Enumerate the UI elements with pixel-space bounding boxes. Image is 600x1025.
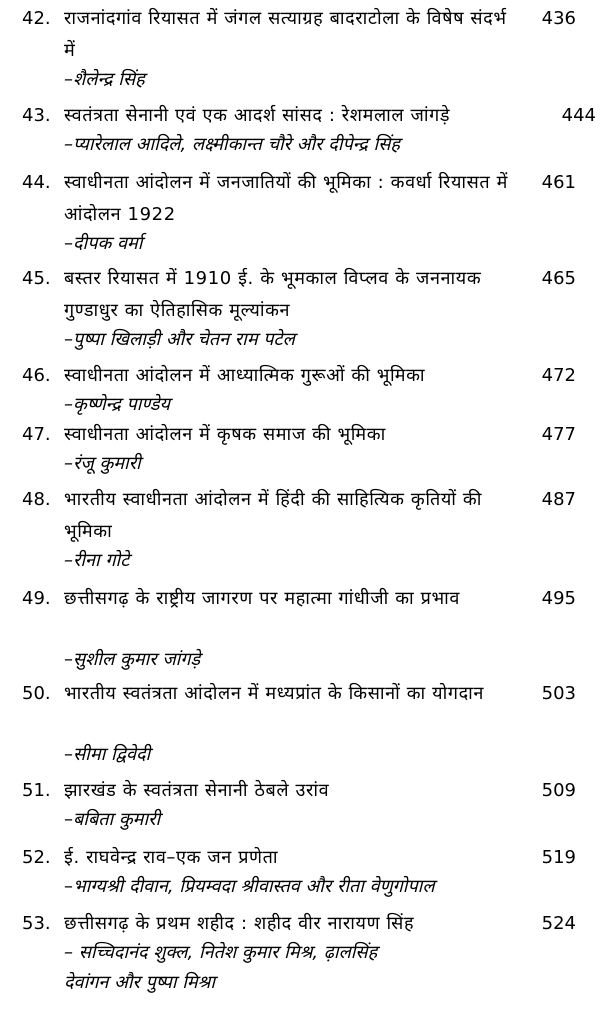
entry-number: 52. xyxy=(22,847,51,868)
entry-author: –सीमा द्विवेदी xyxy=(64,744,151,765)
entry-number: 46. xyxy=(22,365,51,386)
entry-page: 472 xyxy=(541,365,576,386)
entry-number: 45. xyxy=(22,268,51,289)
entry-page: 495 xyxy=(541,588,576,609)
entry-author: –बबिता कुमारी xyxy=(64,809,161,830)
entry-page: 477 xyxy=(541,424,576,445)
entry-page: 487 xyxy=(541,489,576,510)
entry-number: 49. xyxy=(22,588,51,609)
entry-author: –सुशील कुमार जांगड़े xyxy=(64,649,201,670)
entry-title: स्वाधीनता आंदोलन में आध्यात्मिक गुरूओं की भूमिका xyxy=(64,365,426,386)
entry-title: छत्तीसगढ़ के राष्ट्रीय जागरण पर महात्मा गांधीजी का प्रभाव xyxy=(64,588,460,609)
entry-author: –रंजू कुमारी xyxy=(64,453,141,474)
entry-title: ई. राघवेन्द्र राव–एक जन प्रणेता xyxy=(64,847,279,868)
entry-author: –दीपक वर्मा xyxy=(64,233,143,254)
entry-page: 503 xyxy=(541,683,576,704)
entry-author: –प्यारेलाल आदिले, लक्ष्मीकान्त चौरे और दीपेन्द्र सिंह xyxy=(64,134,400,155)
entry-page: 509 xyxy=(541,780,576,801)
entry-title: राजनांदगांव रियासत में जंगल सत्याग्रह बादराटोला के विषेष संदर्भ में xyxy=(64,8,507,61)
entry-number: 51. xyxy=(22,780,51,801)
entry-page: 444 xyxy=(561,105,596,126)
entry-page: 436 xyxy=(541,8,576,29)
entry-number: 47. xyxy=(22,424,51,445)
entry-number: 44. xyxy=(22,172,51,193)
entry-title: स्वतंत्रता सेनानी एवं एक आदर्श सांसद : रेशमलाल जांगड़े xyxy=(64,105,451,126)
entry-author: –कृष्णेन्द्र पाण्डेय xyxy=(64,394,170,415)
entry-page: 465 xyxy=(541,268,576,289)
entry-author: – सच्चिदानंद शुक्ल, नितेश कुमार मिश्र, ढ़ालसिंह देवांगन और पुष्पा मिश्रा xyxy=(64,942,378,993)
entry-title: बस्तर रियासत में 1910 ई. के भूमकाल विप्लव के जननायक गुण्डाधुर का ऐतिहासिक मूल्यांकन xyxy=(64,268,482,321)
entry-author: –पुष्पा खिलाड़ी और चेतन राम पटेल xyxy=(64,329,295,350)
entry-page: 461 xyxy=(541,172,576,193)
entry-title: भारतीय स्वतंत्रता आंदोलन में मध्यप्रांत के किसानों का योगदान xyxy=(64,683,484,704)
entry-number: 43. xyxy=(22,105,51,126)
entry-author: –रीना गोटे xyxy=(64,550,130,571)
entry-title: स्वाधीनता आंदोलन में कृषक समाज की भूमिका xyxy=(64,424,386,445)
entry-title: छत्तीसगढ़ के प्रथम शहीद : शहीद वीर नारायण सिंह xyxy=(64,913,415,934)
entry-author: –भाग्यश्री दीवान, प्रियम्वदा श्रीवास्तव और रीता वेणुगोपाल xyxy=(64,876,435,897)
entry-page: 519 xyxy=(541,847,576,868)
entry-number: 42. xyxy=(22,8,51,29)
entry-author: –शैलेन्द्र सिंह xyxy=(64,69,145,90)
entry-title: स्वाधीनता आंदोलन में जनजातियों की भूमिका : कवर्धा रियासत में आंदोलन 1922 xyxy=(64,172,508,225)
entry-number: 48. xyxy=(22,489,51,510)
entry-page: 524 xyxy=(541,913,576,934)
entry-title: भारतीय स्वाधीनता आंदोलन में हिंदी की साहित्यिक कृतियों की भूमिका xyxy=(64,489,482,542)
entry-number: 53. xyxy=(22,913,51,934)
entry-title: झारखंड के स्वतंत्रता सेनानी ठेबले उरांव xyxy=(64,780,330,801)
entry-number: 50. xyxy=(22,683,51,704)
